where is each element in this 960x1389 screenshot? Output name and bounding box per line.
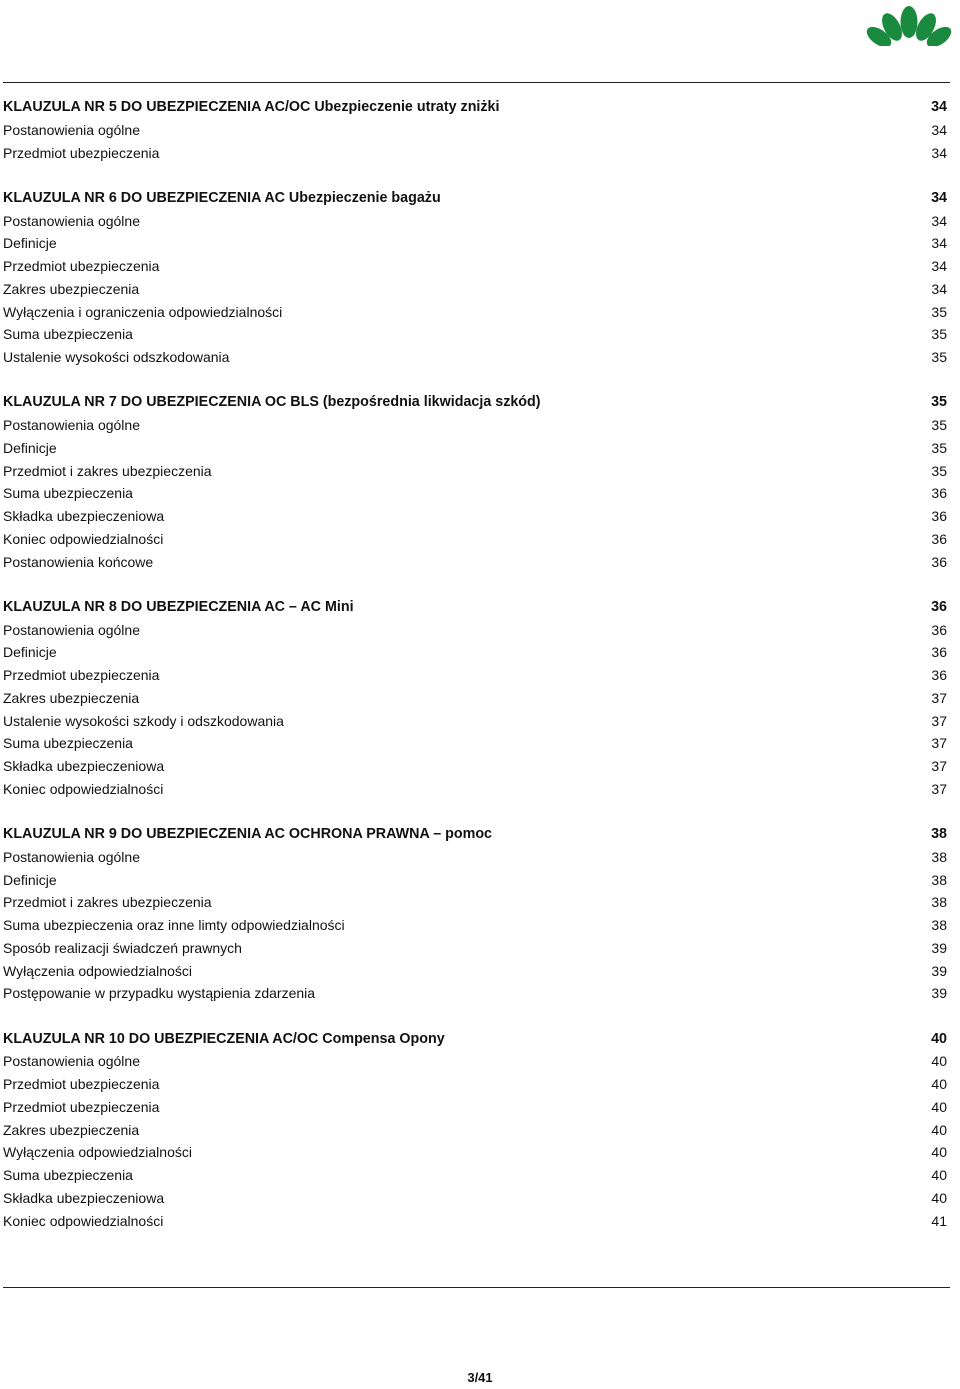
toc-entry-page: 34	[931, 280, 947, 297]
toc-entry-page: 36	[931, 667, 947, 683]
toc-section-heading[interactable]	[3, 823, 947, 846]
toc-entry[interactable]	[3, 710, 947, 733]
toc-entry-label: Suma ubezpieczenia oraz inne limty odpowiedzialności	[3, 917, 345, 933]
toc-entry[interactable]	[3, 937, 947, 960]
toc-entry-label: Składka ubezpieczeniowa	[3, 508, 165, 524]
toc-entry[interactable]	[3, 301, 947, 324]
toc-entry-page: 36	[931, 621, 947, 638]
toc-section	[3, 596, 947, 801]
toc-entry[interactable]	[3, 505, 947, 528]
toc-entry-page: 36	[931, 553, 947, 570]
toc-section	[3, 391, 947, 573]
toc-entry-page: 34	[931, 144, 947, 161]
toc-entry[interactable]	[3, 1210, 947, 1233]
toc-heading-page: 34	[931, 189, 947, 206]
toc-entry-label: Postępowanie w przypadku wystąpienia zdarzenia	[3, 985, 316, 1002]
toc-entry-label: Suma ubezpieczenia	[3, 1167, 133, 1183]
toc-entry-page: 35	[931, 462, 947, 479]
toc-entry-label: Składka ubezpieczeniowa	[3, 1189, 165, 1206]
toc-entry-page: 40	[931, 1053, 947, 1070]
toc-entry[interactable]	[3, 278, 947, 301]
toc-entry[interactable]	[3, 210, 947, 233]
toc-entry-page: 36	[931, 508, 947, 524]
toc-section-heading[interactable]	[3, 96, 947, 119]
toc-entry[interactable]	[3, 460, 947, 483]
toc-entry-label: Suma ubezpieczenia	[3, 485, 133, 502]
toc-entry[interactable]	[3, 323, 947, 346]
toc-entry-label: Sposób realizacji świadczeń prawnych	[3, 939, 242, 956]
toc-entry-page: 34	[931, 235, 947, 252]
toc-entry-label: Wyłączenia odpowiedzialności	[3, 1144, 192, 1161]
toc-entry-label: Zakres ubezpieczenia	[3, 1121, 140, 1138]
toc-entry-page: 40	[931, 1121, 947, 1138]
toc-entry-page: 38	[931, 871, 947, 888]
toc-heading-page: 40	[931, 1030, 947, 1047]
toc-section-heading[interactable]	[3, 187, 947, 210]
toc-entry[interactable]	[3, 664, 947, 687]
toc-entry[interactable]	[3, 482, 947, 505]
toc-entry-label: Przedmiot ubezpieczenia	[3, 144, 160, 161]
toc-entry-page: 38	[931, 917, 947, 933]
toc-entry[interactable]	[3, 1096, 947, 1119]
toc-entry[interactable]	[3, 1187, 947, 1210]
toc-entry-page: 40	[931, 1076, 947, 1092]
toc-entry[interactable]	[3, 1141, 947, 1164]
toc-entry-label: Postanowienia ogólne	[3, 621, 140, 638]
toc-entry[interactable]	[3, 142, 947, 165]
toc-entry-label: Suma ubezpieczenia	[3, 326, 133, 343]
toc-entry-page: 37	[931, 780, 947, 797]
toc-entry-label: Postanowienia ogólne	[3, 121, 140, 138]
toc-entry-label: Zakres ubezpieczenia	[3, 280, 140, 297]
table-of-contents	[3, 96, 947, 1255]
toc-entry[interactable]	[3, 528, 947, 551]
toc-entry-label: Składka ubezpieczeniowa	[3, 758, 165, 774]
page-number: 3/41	[467, 1370, 493, 1385]
toc-section-heading[interactable]	[3, 596, 947, 619]
toc-section	[3, 187, 947, 369]
toc-entry[interactable]	[3, 1050, 947, 1073]
toc-entry[interactable]	[3, 437, 947, 460]
footer-rule	[3, 1287, 950, 1288]
toc-entry[interactable]	[3, 619, 947, 642]
toc-entry-page: 35	[931, 439, 947, 456]
toc-entry-label: Przedmiot i zakres ubezpieczenia	[3, 462, 212, 479]
toc-entry[interactable]	[3, 1164, 947, 1187]
toc-entry-page: 36	[931, 485, 947, 502]
toc-section	[3, 96, 947, 164]
toc-heading-page: 38	[931, 826, 947, 842]
toc-entry-label: Przedmiot ubezpieczenia	[3, 1098, 160, 1115]
toc-entry-page: 41	[931, 1212, 947, 1229]
toc-section-heading[interactable]	[3, 391, 947, 414]
toc-entry-page: 39	[931, 962, 947, 979]
toc-entry-label: Postanowienia końcowe	[3, 553, 154, 570]
toc-section	[3, 823, 947, 1005]
toc-heading-page: 34	[931, 99, 947, 115]
toc-entry-label: Suma ubezpieczenia	[3, 735, 133, 752]
toc-entry-label: Definicje	[3, 644, 57, 661]
toc-entry-page: 38	[931, 848, 947, 865]
toc-entry-label: Przedmiot i zakres ubezpieczenia	[3, 894, 212, 911]
toc-entry-label: Definicje	[3, 235, 57, 252]
toc-entry[interactable]	[3, 687, 947, 710]
toc-entry-page: 40	[931, 1098, 947, 1115]
toc-entry[interactable]	[3, 755, 947, 778]
toc-heading-page: 36	[931, 598, 947, 615]
toc-entry-page: 35	[931, 303, 947, 320]
toc-entry[interactable]	[3, 1073, 947, 1096]
toc-entry-page: 38	[931, 894, 947, 911]
toc-entry-page: 34	[931, 121, 947, 138]
toc-section	[3, 1028, 947, 1233]
toc-entry-label: Postanowienia ogólne	[3, 417, 140, 433]
toc-heading-title: KLAUZULA NR 6 DO UBEZPIECZENIA AC Ubezpieczenie bagażu	[3, 189, 441, 206]
toc-section-heading[interactable]	[3, 1028, 947, 1051]
toc-entry-label: Postanowienia ogólne	[3, 1053, 140, 1070]
toc-entry[interactable]	[3, 255, 947, 278]
toc-entry[interactable]	[3, 346, 947, 369]
toc-entry-label: Definicje	[3, 439, 57, 456]
toc-entry-page: 36	[931, 530, 947, 547]
toc-entry-page: 35	[931, 417, 947, 433]
toc-entry-label: Przedmiot ubezpieczenia	[3, 1076, 160, 1092]
header-rule	[3, 82, 950, 83]
toc-entry-label: Definicje	[3, 871, 57, 888]
toc-entry-page: 37	[931, 689, 947, 706]
toc-entry-label: Koniec odpowiedzialności	[3, 530, 164, 547]
toc-entry-page: 40	[931, 1144, 947, 1161]
toc-entry[interactable]	[3, 551, 947, 574]
toc-entry-label: Ustalenie wysokości odszkodowania	[3, 349, 230, 365]
toc-entry-label: Postanowienia ogólne	[3, 212, 140, 229]
toc-entry[interactable]	[3, 119, 947, 142]
toc-heading-title: KLAUZULA NR 7 DO UBEZPIECZENIA OC BLS (bezpośrednia likwidacja szkód)	[3, 394, 541, 411]
toc-entry-page: 35	[931, 326, 947, 343]
toc-heading-title: KLAUZULA NR 10 DO UBEZPIECZENIA AC/OC Compensa Opony	[3, 1030, 445, 1047]
toc-heading-title: KLAUZULA NR 5 DO UBEZPIECZENIA AC/OC Ubezpieczenie utraty zniżki	[3, 99, 500, 115]
toc-entry-page: 40	[931, 1189, 947, 1206]
toc-entry[interactable]	[3, 914, 947, 937]
toc-entry-page: 40	[931, 1167, 947, 1183]
toc-entry-label: Wyłączenia odpowiedzialności	[3, 962, 192, 979]
toc-entry-label: Przedmiot ubezpieczenia	[3, 258, 160, 274]
toc-heading-title: KLAUZULA NR 8 DO UBEZPIECZENIA AC – AC Mini	[3, 598, 354, 615]
toc-entry-label: Przedmiot ubezpieczenia	[3, 667, 160, 683]
toc-entry-label: Koniec odpowiedzialności	[3, 780, 164, 797]
toc-entry-page: 39	[931, 985, 947, 1002]
toc-entry[interactable]	[3, 1119, 947, 1142]
toc-entry[interactable]	[3, 960, 947, 983]
toc-entry[interactable]	[3, 232, 947, 255]
toc-entry[interactable]	[3, 732, 947, 755]
toc-entry[interactable]	[3, 891, 947, 914]
company-logo	[860, 2, 958, 56]
toc-entry-page: 34	[931, 258, 947, 274]
toc-entry-page: 35	[931, 349, 947, 365]
toc-entry-label: Postanowienia ogólne	[3, 848, 140, 865]
toc-entry-label: Wyłączenia i ograniczenia odpowiedzialności	[3, 303, 283, 320]
toc-entry[interactable]	[3, 414, 947, 437]
toc-entry[interactable]	[3, 846, 947, 869]
toc-entry[interactable]	[3, 869, 947, 892]
toc-heading-title: KLAUZULA NR 9 DO UBEZPIECZENIA AC OCHRONA PRAWNA – pomoc	[3, 826, 493, 842]
toc-entry-page: 36	[931, 644, 947, 661]
toc-entry-label: Ustalenie wysokości szkody i odszkodowania	[3, 712, 284, 729]
toc-entry-page: 34	[931, 212, 947, 229]
toc-entry-label: Koniec odpowiedzialności	[3, 1212, 164, 1229]
toc-heading-page: 35	[931, 394, 947, 411]
toc-entry-page: 37	[931, 758, 947, 774]
toc-entry[interactable]	[3, 982, 947, 1005]
toc-entry-page: 37	[931, 712, 947, 729]
toc-entry[interactable]	[3, 778, 947, 801]
toc-entry-label: Zakres ubezpieczenia	[3, 689, 140, 706]
toc-entry-page: 39	[931, 939, 947, 956]
toc-entry[interactable]	[3, 641, 947, 664]
toc-entry-page: 37	[931, 735, 947, 752]
